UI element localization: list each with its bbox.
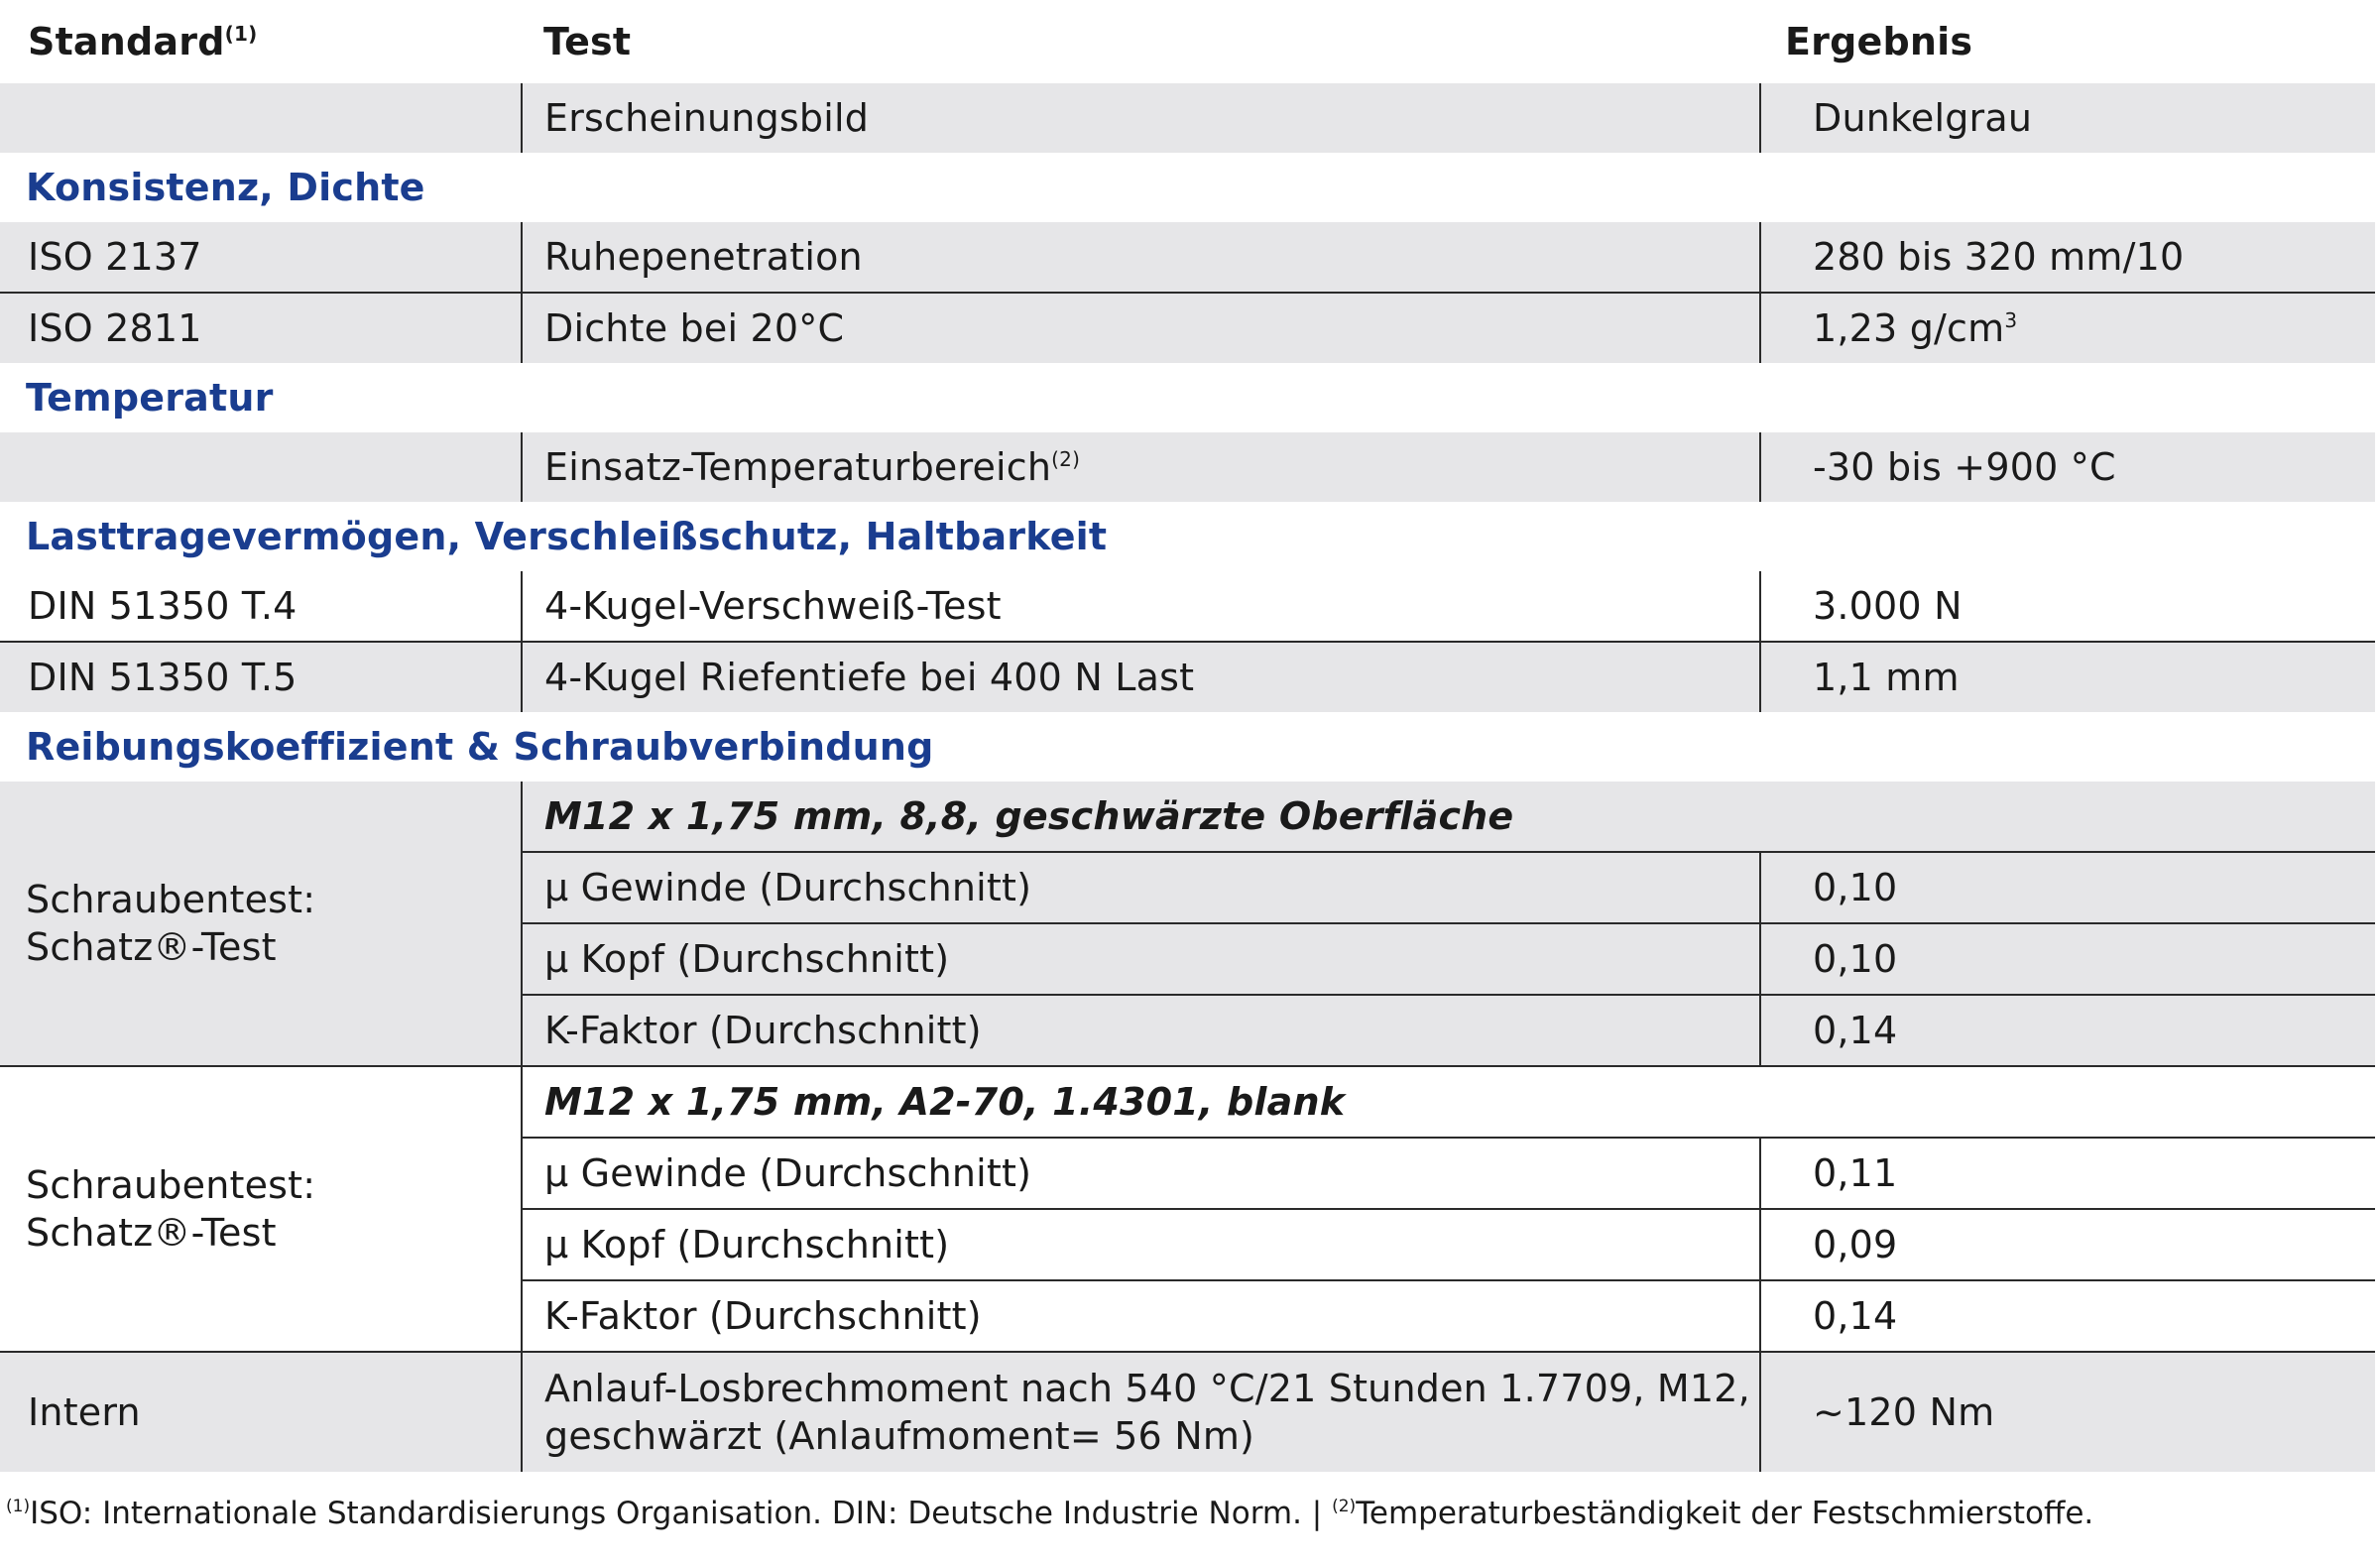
table-row-din-t4 — [0, 571, 2375, 642]
table-row-group1-spec — [0, 782, 2375, 852]
cell-test: 4-Kugel-Verschweiß-Test — [522, 571, 1760, 642]
footnote-text: ISO: Internationale Standardisierungs Organisation. DIN: Deutsche Industrie Norm. | — [30, 1496, 1333, 1531]
cell-bolt-spec: M12 x 1,75 mm, 8,8, geschwärzte Oberfläche — [522, 782, 2375, 852]
cell-test: µ Gewinde (Durchschnitt) — [522, 852, 1760, 923]
table-row-iso2811 — [0, 293, 2375, 363]
cell-standard: Intern — [0, 1352, 522, 1472]
cell-result: 0,10 — [1760, 923, 2375, 995]
cell-result: 0,14 — [1760, 1280, 2375, 1352]
cell-result: 0,09 — [1760, 1209, 2375, 1280]
cell-result: 0,14 — [1760, 995, 2375, 1066]
cell-result: Dunkelgrau — [1760, 83, 2375, 153]
footnote-mark: (2) — [1051, 447, 1081, 471]
cell-result: ~120 Nm — [1760, 1352, 2375, 1472]
section-heading-temperature — [0, 363, 2375, 432]
cell-standard — [0, 83, 522, 153]
cell-result: 1,23 $g/cm^3$ — [1760, 293, 2375, 363]
cell-test: µ Kopf (Durchschnitt) — [522, 923, 1760, 995]
cell-bolt-spec: M12 x 1,75 mm, A2-70, 1.4301, blank — [522, 1066, 2375, 1138]
cell-group-standard: Schraubentest: Schatz®-Test — [0, 1066, 522, 1352]
cell-test: µ Kopf (Durchschnitt) — [522, 1209, 1760, 1280]
cell-result: 0,11 — [1760, 1138, 2375, 1209]
cell-standard: DIN 51350 T.5 — [0, 642, 522, 712]
footnote-text: Temperaturbeständigkeit der Festschmierstoffe. — [1356, 1496, 2094, 1531]
footnote-mark: (2) — [1332, 1497, 1357, 1516]
cell-test: 4-Kugel Riefentiefe bei 400 N Last — [522, 642, 1760, 712]
table-row-iso2137 — [0, 222, 2375, 293]
section-title: Temperatur — [0, 363, 2375, 432]
section-title: Konsistenz, Dichte — [0, 153, 2375, 222]
section-heading-friction — [0, 712, 2375, 782]
header-test: Test — [543, 20, 632, 63]
cell-test: K-Faktor (Durchschnitt) — [522, 995, 1760, 1066]
cell-standard: ISO 2811 — [0, 293, 522, 363]
cell-standard — [0, 432, 522, 502]
cell-test: K-Faktor (Durchschnitt) — [522, 1280, 1760, 1352]
cell-standard: DIN 51350 T.4 — [28, 584, 298, 628]
table-row-internal — [0, 1352, 2375, 1472]
cell-test: Erscheinungsbild — [522, 83, 1760, 153]
section-heading-consistency — [0, 153, 2375, 222]
table-row-temperature-range — [0, 432, 2375, 502]
unit-exponent: 3 — [2004, 308, 2018, 332]
cell-result: 280 bis 320 mm/10 — [1760, 222, 2375, 293]
cell-result: -30 bis +900 °C — [1760, 432, 2375, 502]
cell-result: 3.000 N — [1760, 571, 2375, 642]
section-title: Lasttragevermögen, Verschleißschutz, Haltbarkeit — [0, 502, 2375, 571]
table-row-din-t5 — [0, 642, 2375, 712]
cell-test: Dichte bei 20°C — [522, 293, 1760, 363]
table-row-appearance — [0, 83, 2375, 153]
table-header-row — [0, 0, 2375, 83]
header-result: Ergebnis — [1785, 20, 1973, 63]
cell-test: Ruhepenetration — [522, 222, 1760, 293]
section-heading-load — [0, 502, 2375, 571]
footnote-mark: (1) — [224, 22, 258, 46]
cell-result: 1,1 mm — [1760, 642, 2375, 712]
table-row-group2-spec — [0, 1066, 2375, 1138]
cell-test: µ Gewinde (Durchschnitt) — [522, 1138, 1760, 1209]
section-title: Reibungskoeffizient & Schraubverbindung — [0, 712, 2375, 782]
cell-standard: ISO 2137 — [0, 222, 522, 293]
footnote — [6, 1496, 2093, 1531]
header-standard: Standard$^{(1)}$ — [28, 20, 258, 63]
cell-test: Anlauf-Losbrechmoment nach 540 °C/21 Stunden 1.7709, M12, geschwärzt (Anlaufmoment= 56 Nm) — [522, 1352, 1760, 1472]
cell-result: 0,10 — [1760, 852, 2375, 923]
footnote-mark: (1) — [6, 1497, 31, 1516]
cell-group-standard: Schraubentest: Schatz®-Test — [0, 782, 522, 1066]
cell-test: Einsatz-Temperaturbereich$^{(2)}$ — [522, 432, 1760, 502]
